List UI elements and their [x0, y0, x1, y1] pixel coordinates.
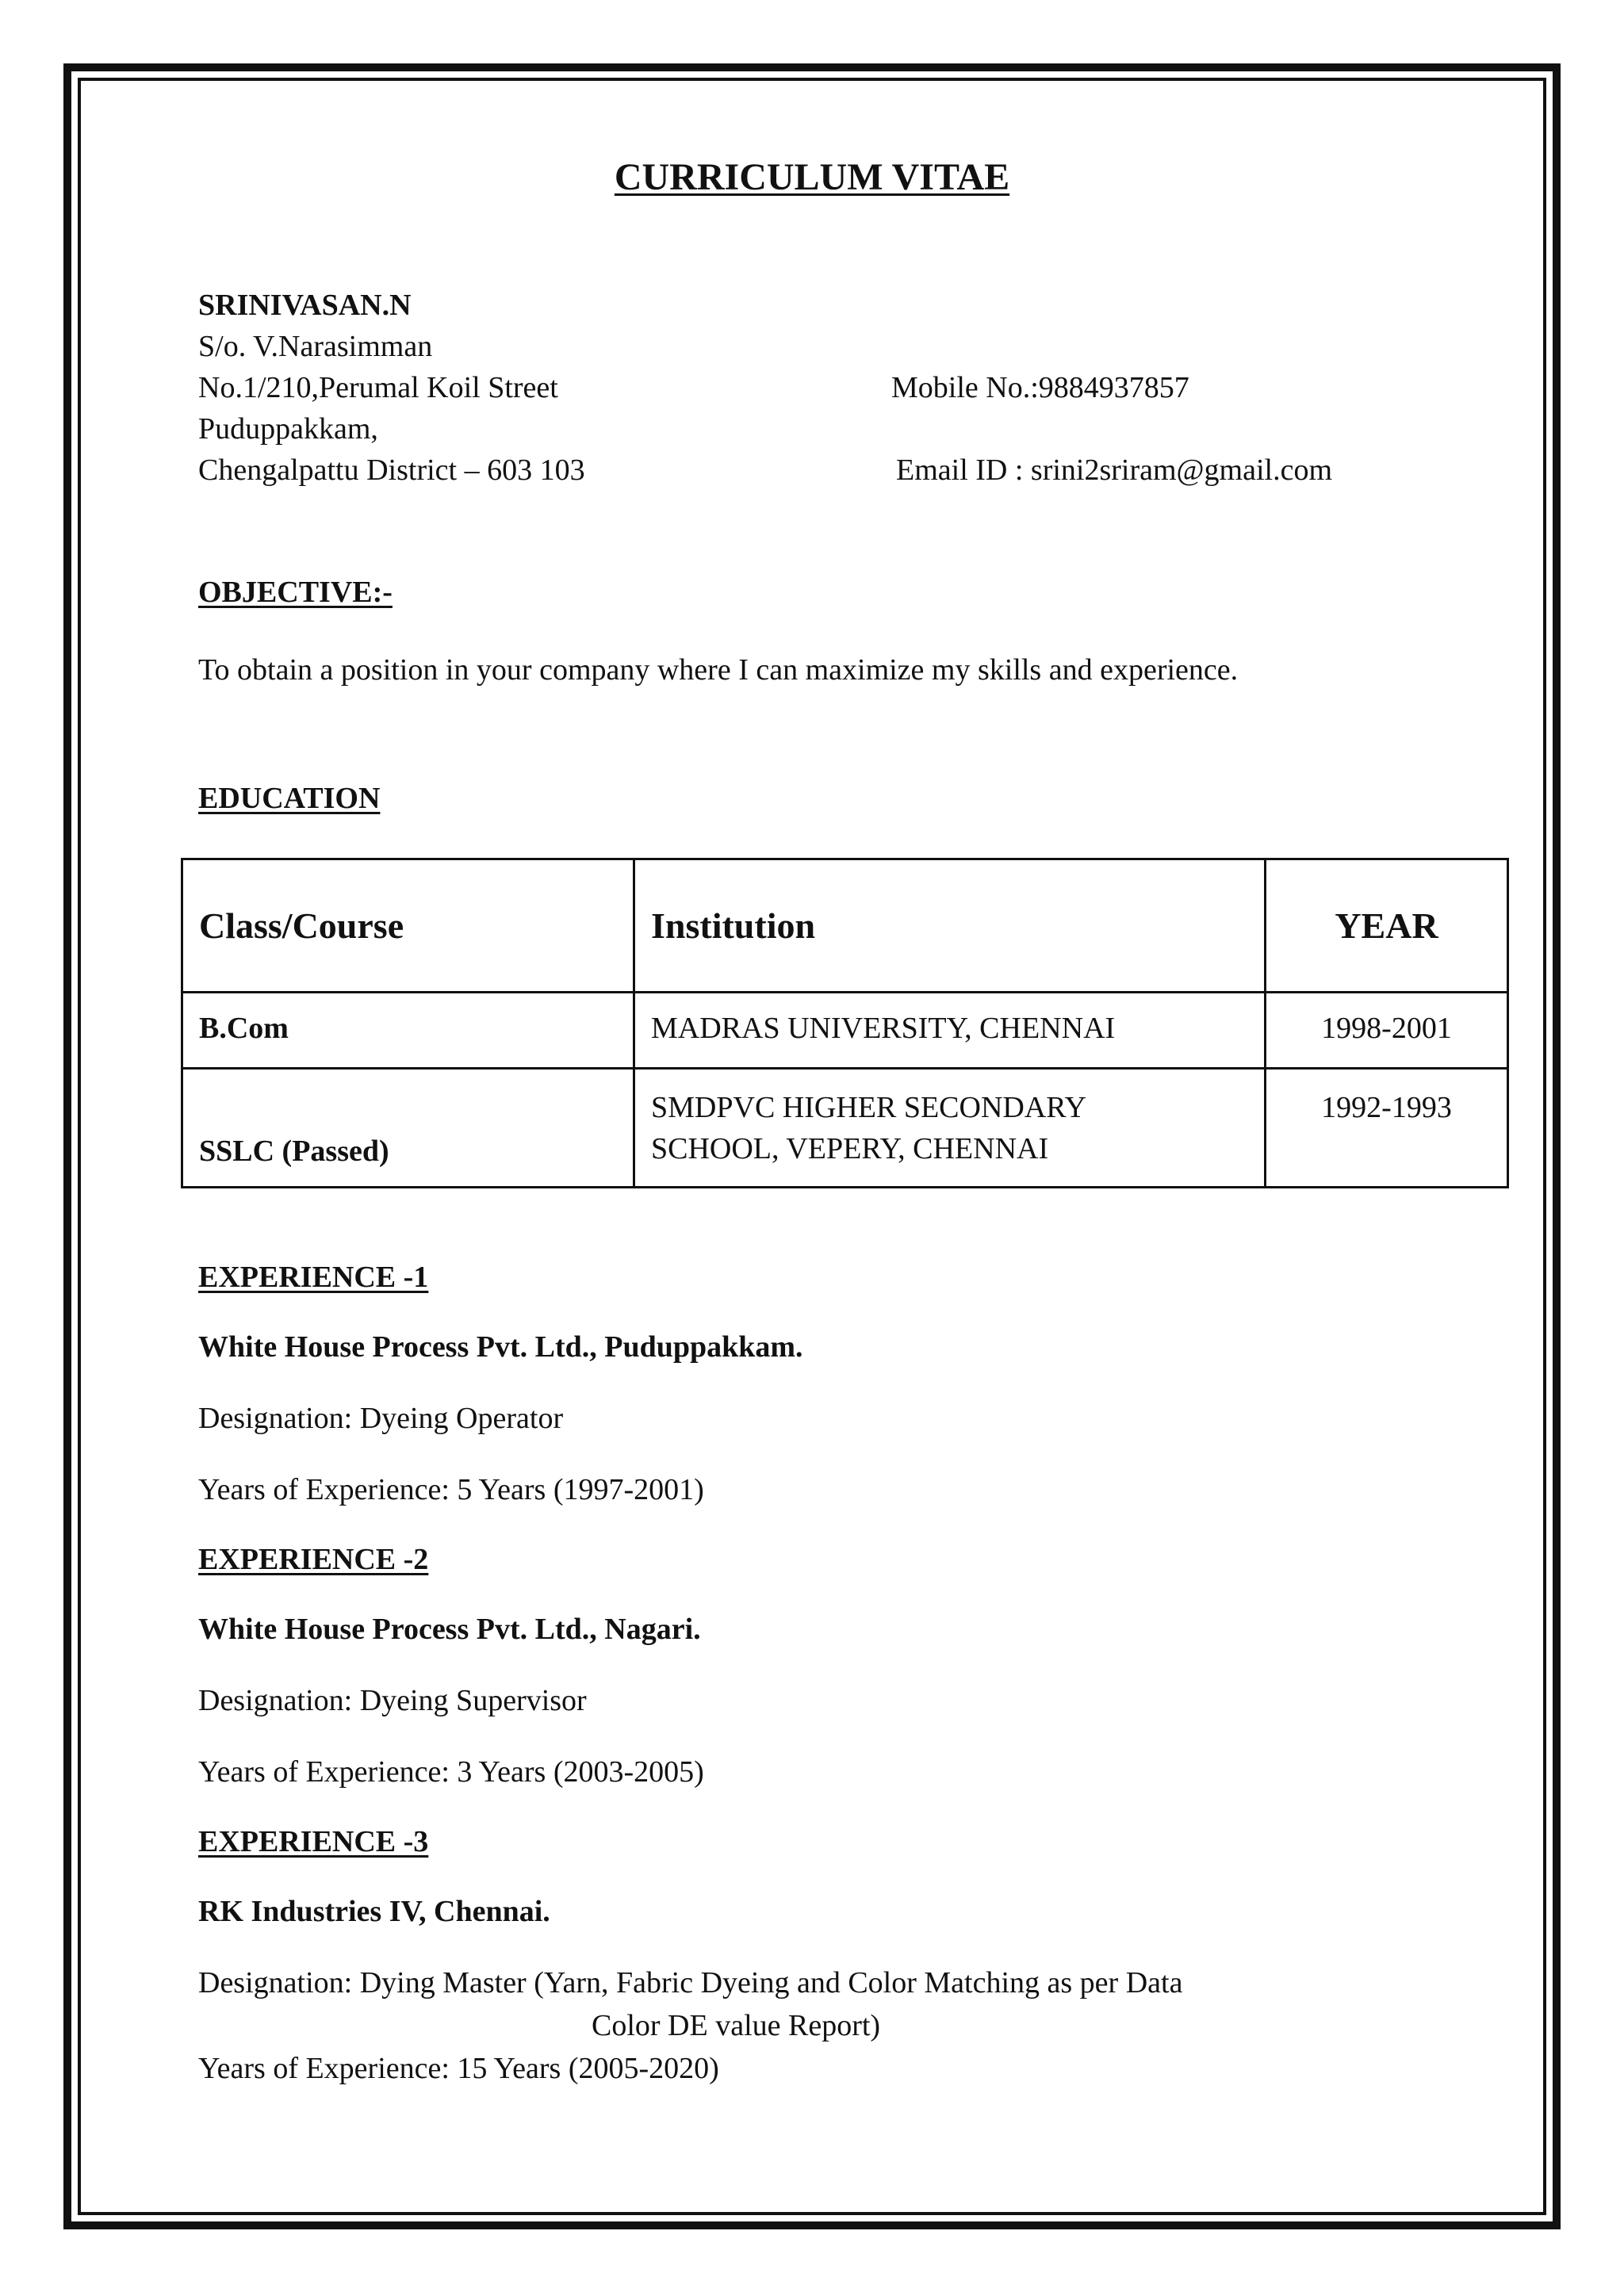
experience-3-heading: EXPERIENCE -3: [198, 1825, 429, 1858]
institution-cell: MADRAS UNIVERSITY, CHENNAI: [634, 993, 1266, 1069]
experience-3-company: RK Industries IV, Chennai.: [198, 1895, 550, 1928]
experience-1-heading: EXPERIENCE -1: [198, 1261, 429, 1294]
address-line-2: Puduppakkam,: [198, 412, 378, 446]
education-header-row: [182, 859, 1508, 993]
education-heading: EDUCATION: [198, 782, 381, 815]
column-header-institution: Institution: [634, 859, 1266, 993]
institution-line: SMDPVC HIGHER SECONDARY: [651, 1091, 1086, 1124]
parent-name: S/o. V.Narasimman: [198, 330, 433, 363]
course-cell: SSLC (Passed): [182, 1069, 634, 1188]
experience-3-designation: Designation: Dying Master (Yarn, Fabric Dyeing and Color Matching as per Data: [198, 1966, 1183, 1999]
candidate-name: SRINIVASAN.N: [198, 289, 412, 322]
institution-line: SCHOOL, VEPERY, CHENNAI: [651, 1132, 1049, 1165]
education-table: [181, 858, 1509, 1188]
year-cell: 1998-2001: [1266, 993, 1508, 1069]
experience-3-designation-continued: Color DE value Report): [592, 2009, 881, 2042]
address-line-3: Chengalpattu District – 603 103: [198, 453, 585, 487]
experience-2-designation: Designation: Dyeing Supervisor: [198, 1684, 587, 1717]
column-header-year: YEAR: [1266, 859, 1508, 993]
mobile-number: Mobile No.:9884937857: [891, 371, 1189, 404]
table-row: [182, 993, 1508, 1069]
experience-3-years: Years of Experience: 15 Years (2005-2020): [198, 2052, 719, 2085]
experience-2-years: Years of Experience: 3 Years (2003-2005): [198, 1755, 704, 1789]
objective-text: To obtain a position in your company where I can maximize my skills and experience.: [198, 653, 1239, 687]
document-title: CURRICULUM VITAE: [614, 156, 1010, 198]
address-line-1: No.1/210,Perumal Koil Street: [198, 371, 558, 404]
experience-1-designation: Designation: Dyeing Operator: [198, 1402, 564, 1435]
column-header-course: Class/Course: [182, 859, 634, 993]
institution-cell: [634, 1069, 1266, 1188]
table-row: [182, 1069, 1508, 1188]
objective-heading: OBJECTIVE:-: [198, 576, 393, 609]
experience-1-company: White House Process Pvt. Ltd., Puduppakkam.: [198, 1330, 803, 1364]
experience-2-company: White House Process Pvt. Ltd., Nagari.: [198, 1613, 701, 1646]
course-cell: B.Com: [182, 993, 634, 1069]
experience-2-heading: EXPERIENCE -2: [198, 1543, 429, 1576]
year-cell: 1992-1993: [1266, 1069, 1508, 1188]
email-address: Email ID : srini2sriram@gmail.com: [896, 453, 1332, 487]
experience-1-years: Years of Experience: 5 Years (1997-2001): [198, 1473, 704, 1506]
